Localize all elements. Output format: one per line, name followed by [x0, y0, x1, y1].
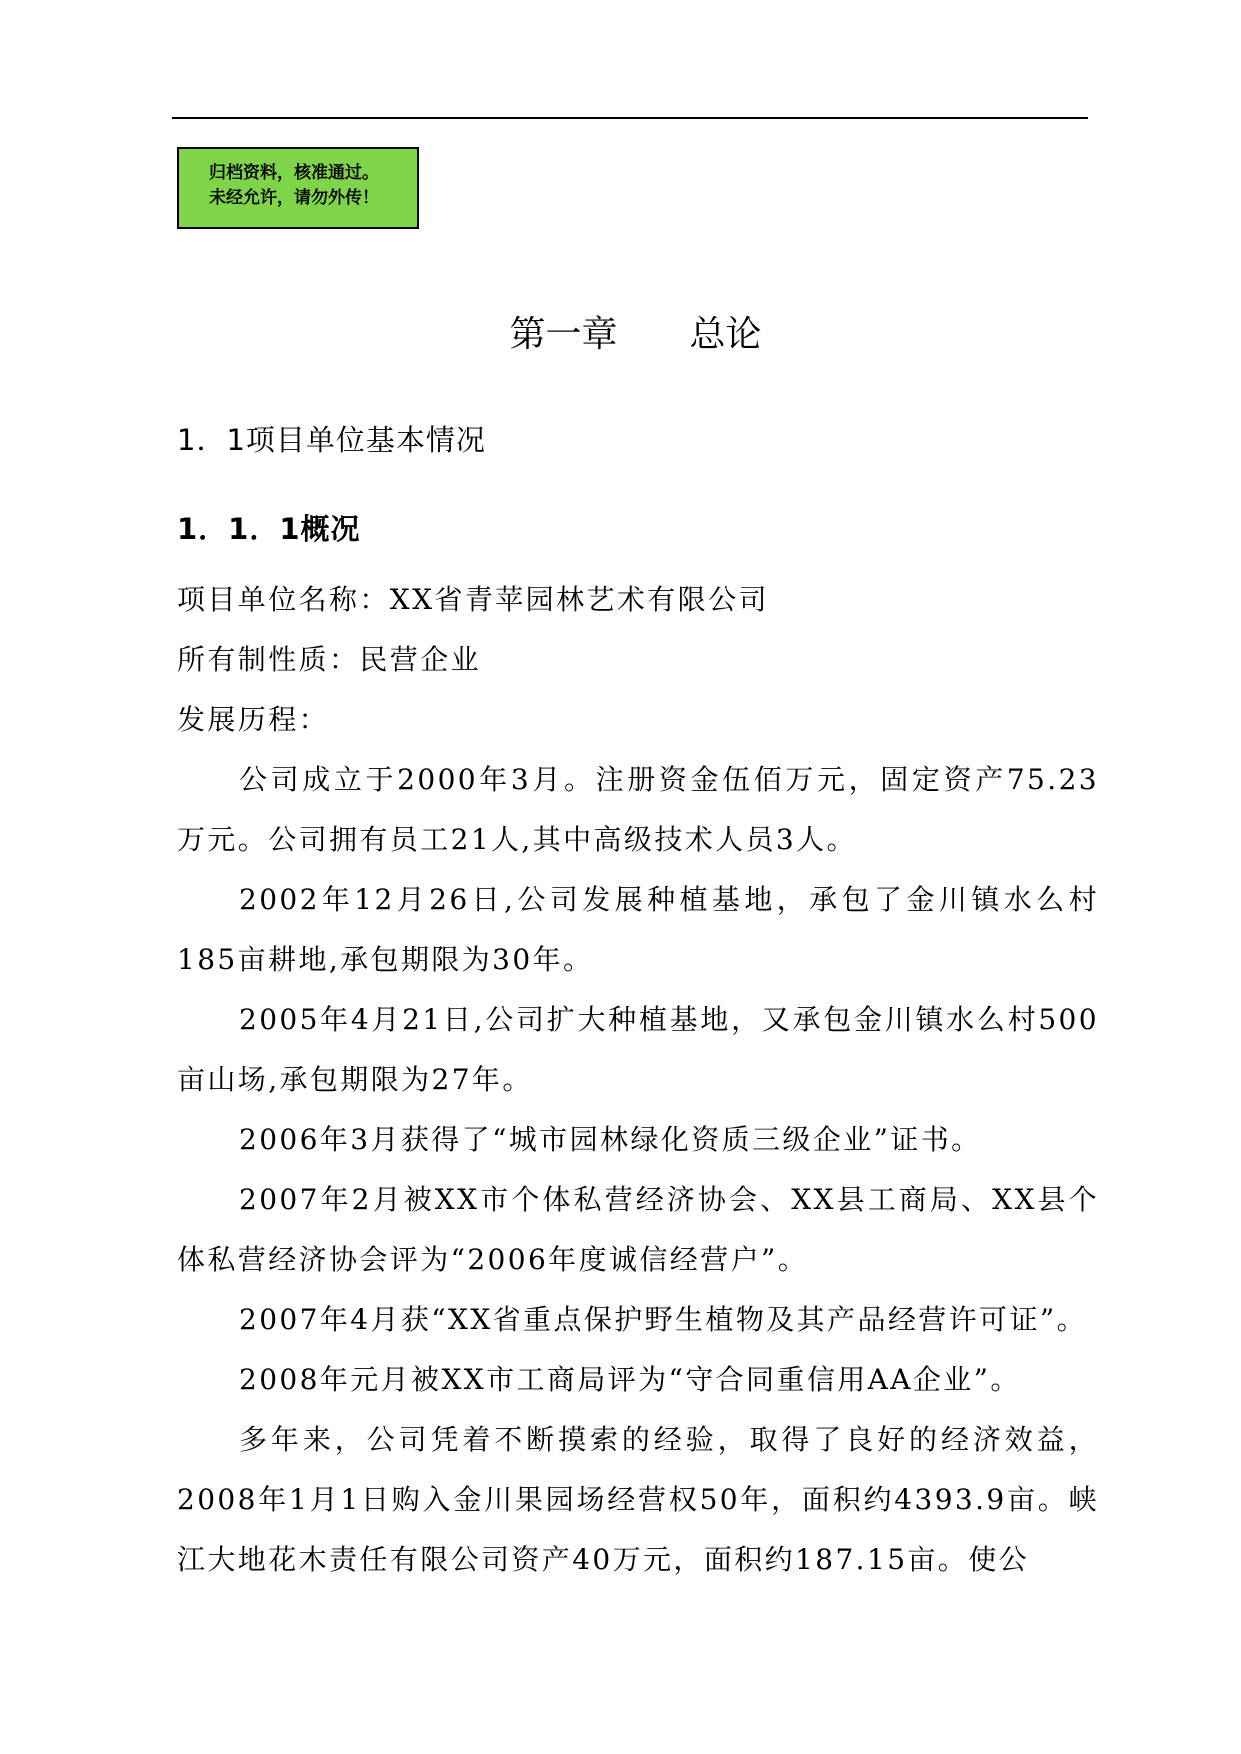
history-label: 发展历程： [177, 703, 330, 736]
subsection-title: 1．1．1概况 [177, 512, 361, 546]
chapter-title: 第一章 总论 [509, 314, 762, 355]
unit-name-field: 项目单位名称：XX省青苹园林艺术有限公司 [177, 583, 769, 616]
paragraph: 2008年元月被XX市工商局评为“守合同重信用AA企业”。 [239, 1363, 1021, 1396]
paragraph: 2007年4月获“XX省重点保护野生植物及其产品经营许可证”。 [239, 1303, 1087, 1336]
paragraph: 多年来，公司凭着不断摸索的经验，取得了良好的经济效益，2008年1月1日购入金川果园场经营权50年，面积约4393.9亩。峡江大地花木责任有限公司资产40万元，面积约187.15亩。使公 [177, 1423, 1099, 1576]
paragraph: 2002年12月26日,公司发展种植基地，承包了金川镇水么村185亩耕地,承包期限为30年。 [177, 883, 1099, 976]
body-text [177, 570, 1099, 1590]
header-rule [172, 117, 1088, 119]
ownership-field: 所有制性质：民营企业 [177, 643, 482, 676]
archive-stamp [177, 147, 419, 229]
section-title: 1．1项目单位基本情况 [177, 423, 486, 457]
stamp-line-2: 未经允许，请勿外传！ [209, 188, 379, 208]
paragraph: 2006年3月获得了“城市园林绿化资质三级企业”证书。 [239, 1123, 982, 1156]
paragraph: 公司成立于2000年3月。注册资金伍佰万元，固定资产75.23万元。公司拥有员工21人,其中高级技术人员3人。 [177, 763, 1099, 856]
paragraph: 2005年4月21日,公司扩大种植基地，又承包金川镇水么村500亩山场,承包期限为27年。 [177, 1003, 1099, 1096]
stamp-line-1: 归档资料，核准通过。 [209, 163, 379, 183]
paragraph: 2007年2月被XX市个体私营经济协会、XX县工商局、XX县个体私营经济协会评为“2006年度诚信经营户”。 [177, 1183, 1099, 1276]
